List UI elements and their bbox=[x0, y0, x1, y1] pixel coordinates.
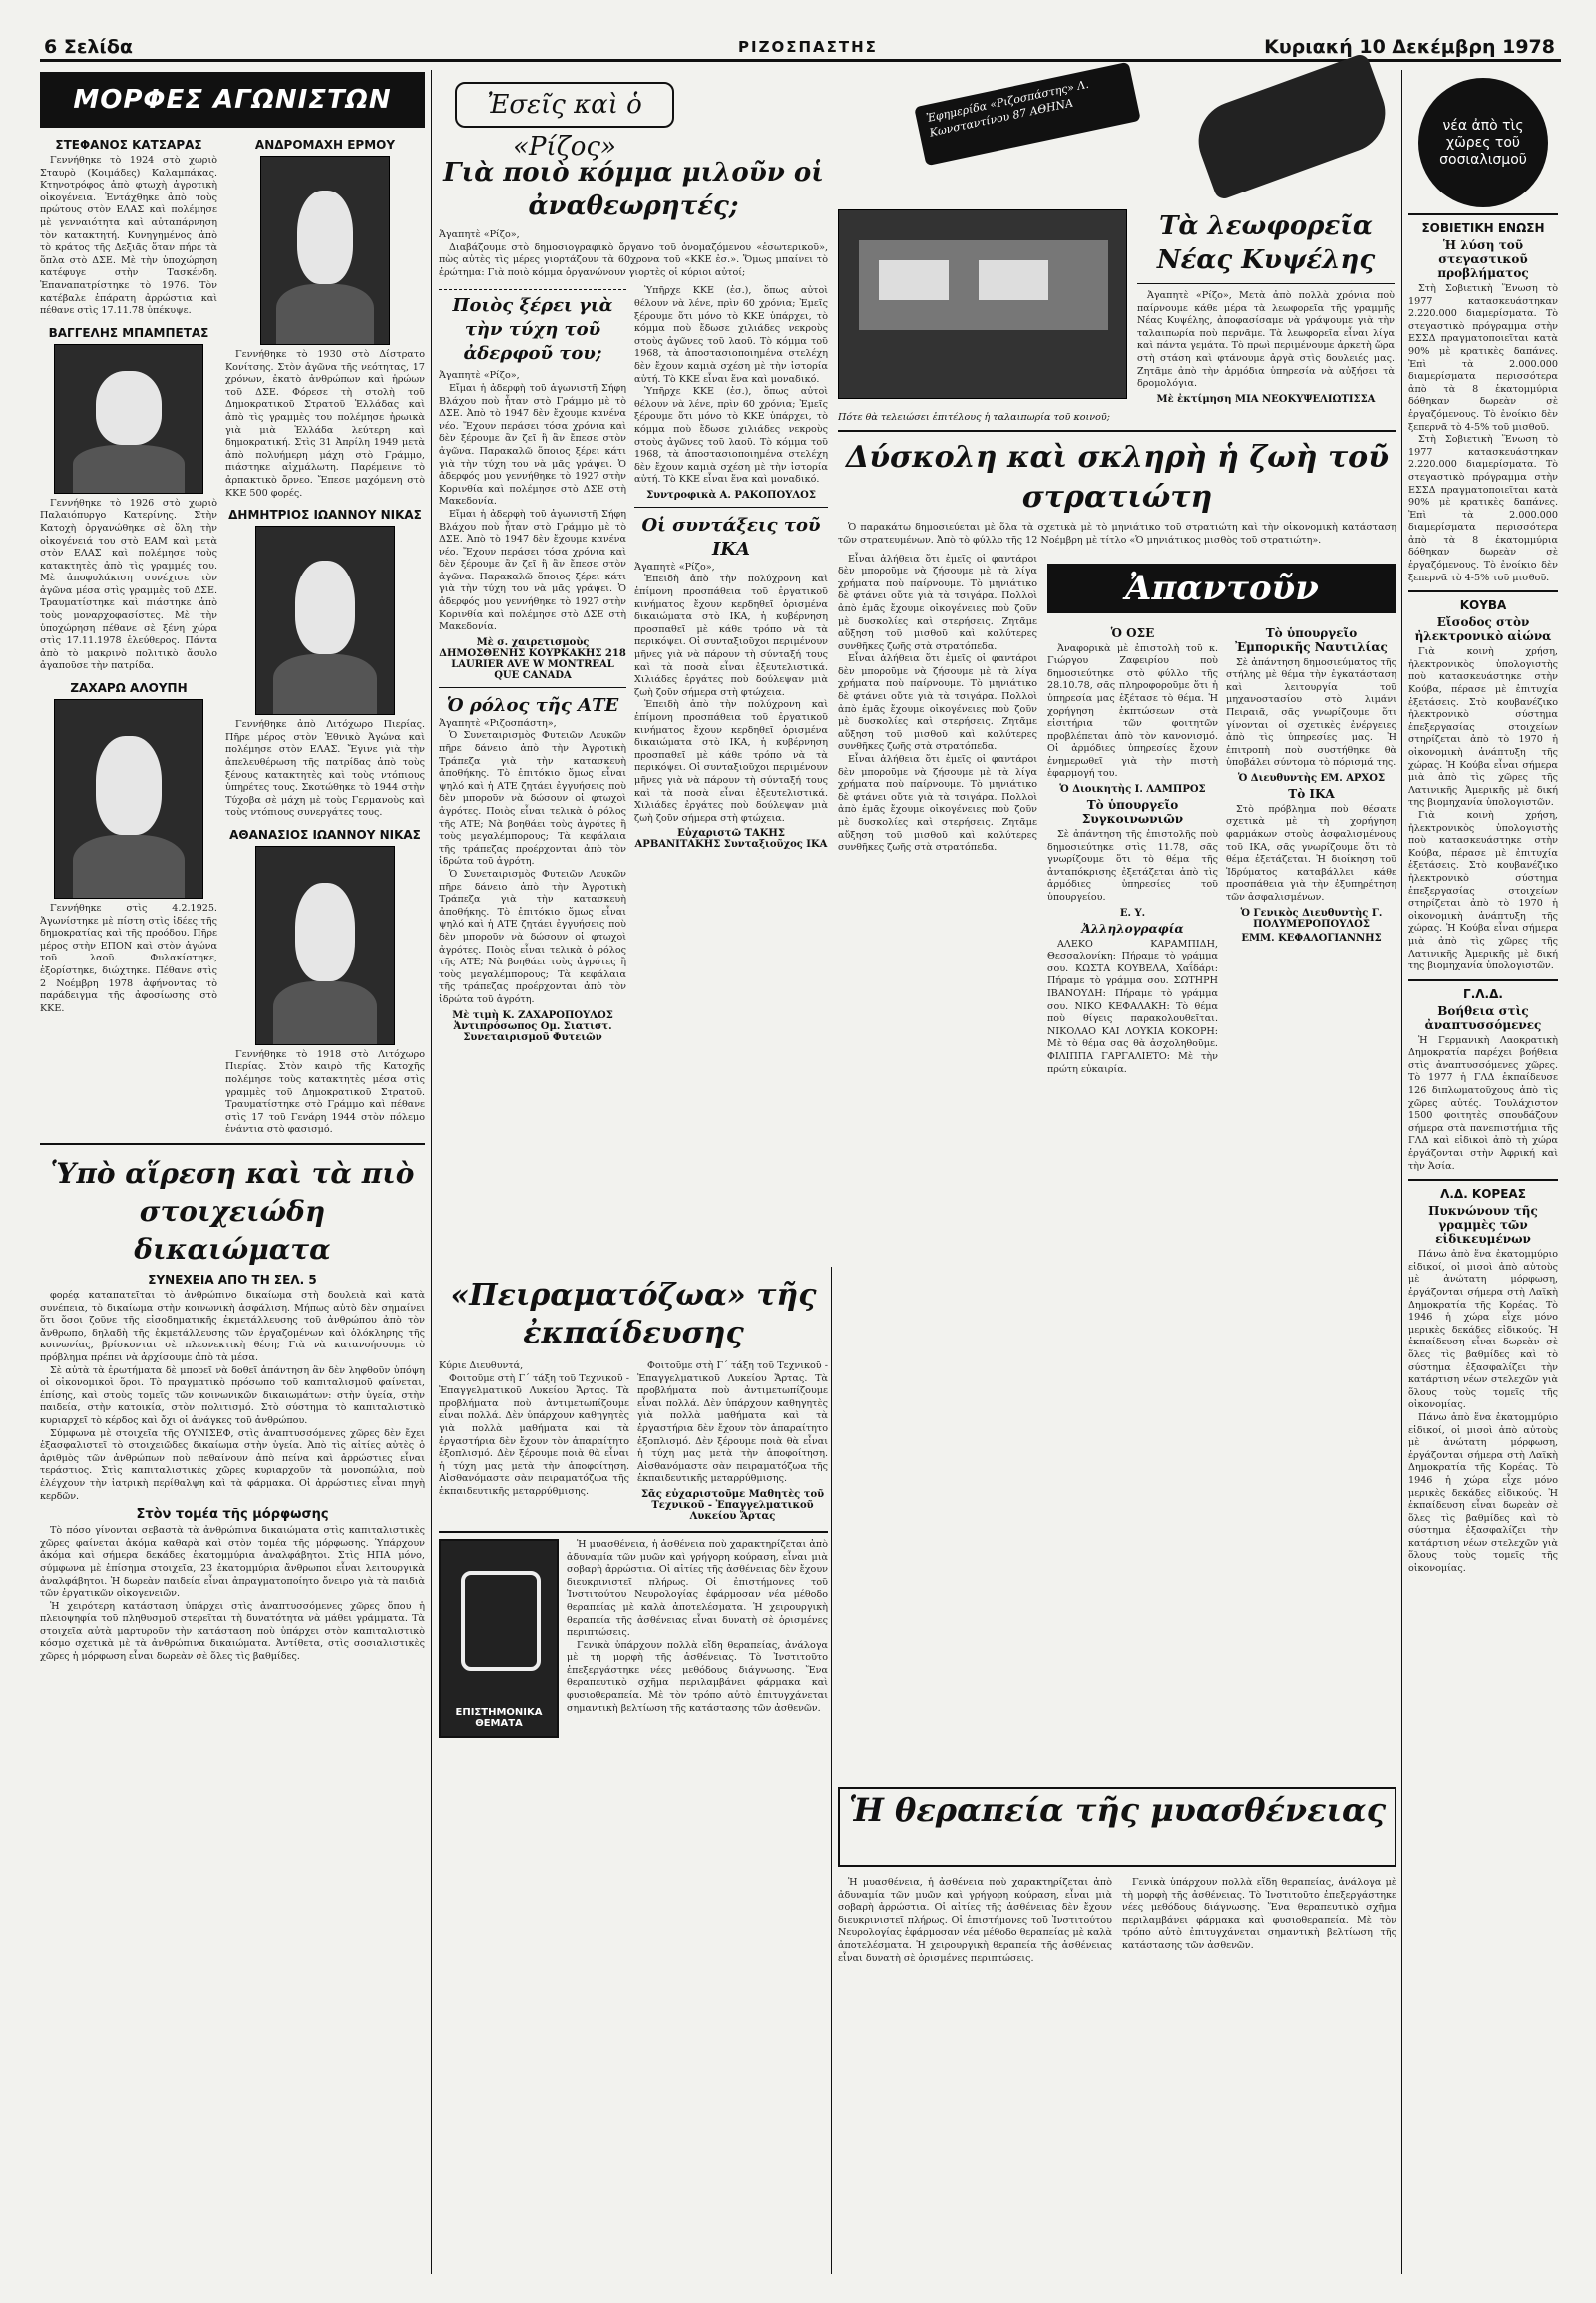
portrait-photo bbox=[255, 526, 395, 715]
answer-signature: Ε. Υ. bbox=[1119, 907, 1146, 919]
article-paragraph: Ἡ μυασθένεια, ἡ ἀσθένεια ποὺ χαρακτηρίζεται ἀπὸ ἀδυναμία τῶν μυῶν καὶ γρήγορη κούραση, εἶναι μιὰ σοβαρὴ ἀρρώστια. Οἱ αἰτίες τῆς ἀσθένειας δὲν ἔχουν διευκρινιστεῖ πλήρως. Οἱ ἐπιστήμονες τοῦ Ἰνστιτούτου Νευρολογίας ἐφάρμοσαν νέα μέθοδο θεραπείας μὲ καλὰ ἀποτελέσματα. Ἡ χειρουργικὴ θεραπεία τῆς ἀσθένειας εἶναι δυνατὴ σὲ ὁρισμένες περιπτώσεις. bbox=[838, 1877, 1112, 1964]
portrait-photo bbox=[54, 699, 203, 899]
letter-signature: Μὲ τιμὴ Κ. ΖΑΧΑΡΟΠΟΥΛΟΣ Ἀντιπρόσωπος Ομ. Σιατιστ. Συνεταιρισμοῦ Φυτειῶν bbox=[452, 1009, 613, 1043]
article-paragraph: Ἡ μυασθένεια, ἡ ἀσθένεια ποὺ χαρακτηρίζεται ἀπὸ ἀδυναμία τῶν μυῶν καὶ γρήγορη κούραση, εἶναι μιὰ σοβαρὴ ἀρρώστια. Οἱ αἰτίες τῆς ἀσθένειας δὲν ἔχουν διευκρινιστεῖ πλήρως. Οἱ ἐπιστήμονες τοῦ Ἰνστιτούτου Νευρολογίας ἐφάρμοσαν νέα μέθοδο θεραπείας μὲ καλὰ ἀποτελέσματα. Ἡ χειρουργικὴ θεραπεία τῆς ἀσθένειας εἶναι δυνατὴ σὲ ὁρισμένες περιπτώσεις. bbox=[567, 1538, 828, 1639]
answer-signature: Ὁ Γενικὸς Διευθυντὴς Γ. ΠΟΛΥΜΕΡΟΠΟΥΛΟΣ bbox=[1240, 907, 1383, 930]
column-rule bbox=[431, 70, 432, 2274]
person-name: ΑΝΔΡΟΜΑΧΗ ΕΡΜΟΥ bbox=[254, 138, 396, 152]
education-article bbox=[439, 1269, 828, 2266]
science-label: ΕΠΙΣΤΗΜΟΝΙΚΑ ΘΕΜΑΤΑ bbox=[455, 1706, 543, 1728]
answer-text: Ἀναφορικὰ μὲ ἐπιστολὴ τοῦ κ. Γιώργου Ζαφειρίου ποὺ δημοσιεύτηκε στὸ φύλλο τῆς 28.10.78, σᾶς πληροφοροῦμε ὅτι ἡ ὑπηρεσία μας ἐξέτασε τὸ θέμα. Ἡ χορήγηση ἐκπτώσεων στὰ εἰσιτήρια τῶν φοιτητῶν προβλέπεται ἀπὸ τὸν κανονισμό. Οἱ ἁρμόδιες ὑπηρεσίες ἔχουν ἐνημερωθεῖ γιὰ τὴν πιστὴ ἐφαρμογή του. bbox=[1047, 642, 1218, 780]
news-title: Βοήθεια στὶς ἀναπτυσσόμενες bbox=[1424, 1003, 1542, 1032]
person-name: ΣΤΕΦΑΝΟΣ ΚΑΤΣΑΡΑΣ bbox=[55, 138, 202, 152]
page-header bbox=[40, 32, 1561, 62]
person-name: ΑΘΑΝΑΣΙΟΣ ΙΩΑΝΝΟΥ ΝΙΚΑΣ bbox=[229, 827, 421, 842]
article-headline: «Πειραματόζωα» τῆς ἐκπαίδευσης bbox=[450, 1278, 817, 1350]
responder-title: Τὸ ΙΚΑ bbox=[1288, 786, 1335, 801]
obituary-text: Γεννήθηκε τὸ 1926 στὸ χωριὸ Παλαιόπυργο Κατερίνης. Στὴν Κατοχὴ ὀργανώθηκε σὲ ὅλη τὴν οἰκογένειά του στὸ ΕΑΜ καὶ μετὰ στὸν ΕΛΑΣ καὶ πολέμησε τοὺς κατακτητὲς ἀπὸ τὶς γραμμές του. Μὲ ἀποφυλάκιση συνέχισε τὸν ἀγῶνα μέσα στὶς γραμμὲς τοῦ ΔΣΕ. Τραυματίστηκε καὶ πιάστηκε ἀπὸ τοὺς μοναρχοφασίστες. Μὲ τὴν ὑποχώρηση πέθανε σὲ ξένη χώρα στὶς 17.11.1978 ἐλεύθερος. Πάντα ἀπὸ τὸ μακρινὸ πολιτικὸ ἄσυλο ἀγαποῦσε τὴν πατρίδα. bbox=[40, 497, 217, 672]
news-text: Στὴ Σοβιετικὴ Ἕνωση τὸ 1977 κατασκευάστηκαν 2.220.000 διαμερίσματα. Τὸ στεγαστικὸ πρόγραμμα στὴν ΕΣΣΔ πραγματοποιεῖται κατὰ 90% μὲ κρατικὲς δαπάνες. Ἐπὶ τὰ 2.000.000 διαμερίσματα περισσότερα ἀπὸ τὰ 8 ἑκατομμύρια δόθηκαν δωρεὰν σὲ ἐργαζόμενους. Τὸ ἐνοίκιο δὲν ξεπερνᾶ τὸ 4-5% τοῦ μισθοῦ. bbox=[1408, 283, 1558, 433]
responder-title: Ὁ ΟΣΕ bbox=[1110, 625, 1155, 640]
divider bbox=[838, 430, 1396, 432]
letter-text: Ὁ Συνεταιρισμὸς Φυτειῶν Λευκῶν πῆρε δάνειο ἀπὸ τὴν Ἀγροτικὴ Τράπεζα γιὰ τὴν κατασκευὴ ἀποθήκης. Τὸ ἐπιτόκιο ὅμως εἶναι ψηλό καὶ ἡ ΑΤΕ ζητάει ἐγγυήσεις ποὺ δὲν μποροῦν νὰ δώσουν οἱ φτωχοὶ ἀγρότες. Ποιὸς εἶναι τελικὰ ὁ ρόλος τῆς ΑΤΕ; Νὰ βοηθάει τοὺς ἀγρότες ἢ τοὺς μεγαλέμπορους; Τὰ κεφάλαια τῆς τράπεζας προέρχονται ἀπὸ τὸν ἱδρώτα τοῦ ἀγρότη. bbox=[439, 868, 626, 1005]
letter-greeting: Ἀγαπητὲ «Ρίζο», bbox=[439, 370, 520, 382]
person-name: ΖΑΧΑΡΩ ΑΛΟΥΠΗ bbox=[70, 681, 188, 696]
divider bbox=[1408, 213, 1558, 215]
answers-banner: Ἀπαντοῦν bbox=[1047, 564, 1396, 613]
column-3 bbox=[838, 209, 1396, 1267]
socialism-news-badge: νέα ἀπὸ τὶς χῶρες τοῦ σοσιαλισμοῦ bbox=[1418, 78, 1548, 207]
letter-signature: Εὐχαριστῶ ΤΑΚΗΣ ΑΡΒΑΝΙΤΑΚΗΣ Συνταξιοῦχος ΙΚΑ bbox=[634, 828, 828, 851]
column-1 bbox=[40, 72, 425, 2276]
portrait-photo bbox=[260, 156, 390, 345]
obituary-text: Γεννήθηκε τὸ 1930 στὸ Δίστρατο Κονίτσης. Στὸν ἀγῶνα τῆς νεότητας, 17 χρόνων, ἐκατὸ ἀνθρώπων καὶ ἡρώων τοῦ ΔΣΕ. Φόρεσε τὴ στολὴ τοῦ Δημοκρατικοῦ Στρατοῦ Ἑλλάδας καὶ ἀπὸ τὶς γραμμὲς του πολέμησε ἡρωικὰ γιὰ μιὰ Ἑλλάδα λεύτερη καὶ δημοκρατική. Στὶς 31 Ἀπρίλη 1949 μετὰ ἀπὸ πολυήμερη μάχη στὸ Γράμμο, πιάστηκε αἰχμάλωτη. Παρέμεινε τὸ ἀρπακτικὸ ὄρνεο. Ἔπεσε μαχόμενη στὸ ΚΚΕ 500 φορές. bbox=[225, 349, 425, 499]
person-name: ΔΗΜΗΤΡΙΟΣ ΙΩΑΝΝΟΥ ΝΙΚΑΣ bbox=[228, 508, 422, 523]
science-logo-box bbox=[439, 1539, 559, 1738]
news-text: Γιὰ κοινὴ χρήση, ἠλεκτρονικὸς ὑπολογιστὴς ποὺ κατασκευάστηκε στὴν Κούβα, πέρασε μὲ ἐπιτυχία ἐξετάσεις. Στὸ κουβανέζικο ἠλεκτρονικὸ σύστημα ἐπεξεργασίας στοιχείων στηρίζεται ἀπὸ τὸ 1970 ἡ οἰκονομικὴ ἀνάπτυξη τῆς χώρας. Ἡ Κούβα εἶναι σήμερα μιὰ ἀπὸ τὶς χῶρες τῆς Λατινικῆς Ἀμερικῆς μὲ δική της βιομηχανία ὑπολογιστῶν. bbox=[1408, 646, 1558, 809]
article-intro: Ὁ παρακάτω δημοσιεύεται μὲ ὅλα τὰ σχετικὰ μὲ τὸ μηνιάτικο τοῦ στρατιώτη καὶ τὴν οἰκονομικὴ κατάσταση τῶν στρατευμένων. Ἀπὸ τὸ φύλλο τῆς 12 Νοέμβρη μὲ τίτλο «Ὁ μηνιάτικος μισθὸς τοῦ στρατιώτη». bbox=[838, 522, 1396, 546]
mail-text: ΑΛΕΚΟ ΚΑΡΑΜΠΙΔΗ, Θεσσαλονίκη: Πήραμε τὸ γράμμα σου. ΚΩΣΤΑ ΚΟΥΒΕΛΑ, Χαΐδάρι: Πήραμε τὸ γράμμα σου. ΣΩΤΗΡΗ ΙΒΑΝΟΥΔΗ: Πήραμε τὸ γράμμα σου. ΝΙΚΟ ΚΕΦΑΛΑΚΗ: Τὸ θέμα ποὺ θίγεις παρακολουθεῖται. ΝΙΚΟΛΑΟ ΚΑΙ ΛΟΥΚΙΑ ΚΟΚΟΡΗ: Μὲ τὸ θέμα σας θὰ ἀσχοληθοῦμε. ΦΙΛΙΠΠΑ ΓΑΡΓΑΛΙΕΤΟ: Μὲ τὴν πρώτη εὐκαιρία. bbox=[1047, 938, 1218, 1075]
letter-greeting: Κύριε Διευθυντά, bbox=[439, 1360, 524, 1371]
news-title: Εἴσοδος στὸν ἠλεκτρονικὸ αἰώνα bbox=[1414, 615, 1552, 644]
answer-text: Στὸ πρόβλημα ποὺ θέσατε σχετικὰ μὲ τὴ χορήγηση φαρμάκων στοὺς ἀσφαλισμένους τοῦ ΙΚΑ, σᾶς γνωρίζουμε ὅτι τὸ θέμα ἐξετάζεται. Ἡ διοίκηση τοῦ Ἱδρύματος καταβάλλει κάθε προσπάθεια γιὰ τὴν ἐξυπηρέτηση τῶν ἀσφαλισμένων. bbox=[1226, 803, 1396, 904]
article-paragraph: Γενικὰ ὑπάρχουν πολλὰ εἴδη θεραπείας, ἀνάλογα μὲ τὴ μορφὴ τῆς ἀσθένειας. Τὸ Ἰνστιτοῦτο ἐπεξεργάστηκε νέες μεθόδους διάγνωσης. Ἕνα θεραπευτικὸ σχῆμα περιλαμβάνει φάρμακα καὶ φυσιοθεραπεία. Μὲ τὸν τρόπο αὐτὸ ἐπιτυγχάνεται σημαντικὴ βελτίωση τῆς κατάστασης τῶν ἀσθενῶν. bbox=[1122, 1877, 1396, 1951]
obituary-text: Γεννήθηκε τὸ 1924 στὸ χωριὸ Σταυρὸ (Κοιμάδες) Καλαμπάκας. Κτηνοτρόφος ἀπὸ φτωχὴ ἀγροτικὴ οἰκογένεια. Ἐντάχθηκε ἀπὸ τοὺς πρώτους στὸν ΕΛΑΣ καὶ πολέμησε μὲ γενναιότητα καὶ αὐταπάρνηση τὸν κατακτητή. Κυνηγημένος ἀπὸ τὸ κράτος τῆς Δεξιᾶς ὅταν πήρε τὰ ὅπλα στὸ ΔΣΕ. Μὲ τὴν ὑποχώρηση κατέφυγε στὴν Τασκένδη. Ἐπαναπατρίστηκε τὸ 1976. Τὸν κατέβαλε ἐπάρατη ἀρρώστια καὶ πέθανε στὶς 17.11.78 ὑπέκυψε. bbox=[40, 155, 217, 317]
letter-greeting: Ἀγαπητὲ «Ριζοσπάστη», bbox=[439, 717, 557, 729]
decorative-bird-illustration bbox=[1187, 52, 1396, 201]
answer-signature: Ὁ Διευθυντὴς ΕΜ. ΑΡΧΟΣ bbox=[1237, 772, 1386, 784]
flask-icon bbox=[461, 1571, 541, 1671]
letter-text: Ὑπῆρχε ΚΚΕ (ἐσ.), ὅπως αὐτοὶ θέλουν νὰ λένε, πρὶν 60 χρόνια; Ἐμεῖς ξέρουμε ὅτι μόνο τὸ ΚΚΕ ὑπάρχει, τὸ κόμμα ποὺ ἔδωσε χιλιάδες νεκροὺς στοὺς ἀγῶνες τοῦ λαοῦ. Τὸ κόμμα τοῦ 1968, τὰ ἀποστασιοποιημένα στελέχη δὲν ἔχουν καμιὰ σχέση μὲ τὴν ἱστορία αὐτή. Τὸ ΚΚΕ εἶναι ἕνα καὶ μοναδικό. bbox=[634, 285, 828, 385]
answer-signature: ΕΜΜ. ΚΕΦΑΛΟΓΙΑΝΝΗΣ bbox=[1241, 932, 1382, 944]
obituary-text: Γεννήθηκε τὸ 1918 στὸ Λιτόχωρο Πιερίας. Στὸν καιρὸ τῆς Κατοχῆς πολέμησε τοὺς κατακτητὲς μέσα στὶς γραμμὲς τοῦ Δημοκρατικοῦ Στρατοῦ. Τραυματίστηκε στὸ Γράμμο καὶ πέθανε στὶς 17 τοῦ Γενάρη 1944 στὸν πόλεμο ἐνάντια στὸ φασισμό. bbox=[225, 1048, 425, 1136]
address-sticker: Ἐφημερίδα «Ριζοσπάστης» Λ. Κωνσταντίνου 87 ΑΘΗΝΑ bbox=[914, 62, 1141, 166]
article-paragraph: Σύμφωνα μὲ στοιχεῖα τῆς ΟΥΝΙΣΕΦ, στὶς ἀναπτυσσόμενες χῶρες δὲν ἔχει ἐξασφαλιστεῖ τὸ στοιχειῶδες δικαίωμα στὴν ὑγεία. Ἀπὸ τὶς αἰτίες αὐτὲς ὁ ἀριθμὸς τῶν ἀνθρώπων ποὺ πεθαίνουν ἀπὸ πείνα καὶ ἀρρώστιες εἶναι τεράστιος. Στὶς καπιταλιστικὲς χῶρες κυριαρχοῦν τὰ μονοπώλια, ποὺ ἐλέγχουν τὴν ἰατρικὴ περίθαλψη καὶ τὰ φάρμακα. Οἱ ἀρρώστιες εἶναι πηγὴ κερδῶν. bbox=[40, 1427, 425, 1502]
letter-text: Εἶναι ἀλήθεια ὅτι ἐμεῖς οἱ φαντάροι δὲν μποροῦμε νὰ ζήσουμε μὲ τὰ λίγα χρήματα ποὺ παίρνουμε. Τὸ μηνιάτικο δὲ φτάνει οὔτε γιὰ τὰ τσιγάρα. Πολλοὶ ἀπὸ ἐμᾶς ἔχουμε οἰκογένειες ποὺ ζοῦν μὲ δυσκολίες καὶ στερήσεις. Ζητᾶμε αὔξηση τοῦ μισθοῦ καὶ καλύτερες συνθῆκες ζωῆς στὰ στρατόπεδα. bbox=[838, 754, 1037, 854]
person-name: ΒΑΓΓΕΛΗΣ ΜΠΑΜΠΕΤΑΣ bbox=[48, 325, 209, 340]
page-number: 6 Σελίδα bbox=[44, 36, 133, 58]
letter-greeting: Ἀγαπητὲ «Ρίζο», bbox=[634, 561, 715, 573]
myasthenia-article bbox=[838, 1269, 1396, 2266]
letter-text: Ἐπειδὴ ἀπὸ τὴν πολύχρονη καὶ ἐπίμονη προσπάθεια τοῦ ἐργατικοῦ κινήματος ἔχουν κερδηθεῖ ὁρισμένα δικαιώματα στὸ ΙΚΑ, ἡ κυβέρνηση προσπαθεῖ μὲ κάθε τρόπο νὰ τὰ περικόψει. Οἱ συνταξιοῦχοι περιμένουν μῆνες γιὰ νὰ πάρουν τὴ σύνταξή τους καὶ τὰ ποσὰ εἶναι ἐξευτελιστικά. Χιλιάδες ἐργάτες ποὺ δούλεψαν μιὰ ζωὴ ζοῦν σήμερα στὴ φτώχεια. bbox=[634, 699, 828, 824]
article-headline: Τὰ λεωφορεῖα Νέας Κυψέλης bbox=[1156, 211, 1376, 275]
news-text: Γιὰ κοινὴ χρήση, ἠλεκτρονικὸς ὑπολογιστὴς ποὺ κατασκευάστηκε στὴν Κούβα, πέρασε μὲ ἐπιτυχία ἐξετάσεις. Στὸ κουβανέζικο ἠλεκτρονικὸ σύστημα ἐπεξεργασίας στοιχείων στηρίζεται ἀπὸ τὸ 1970 ἡ οἰκονομικὴ ἀνάπτυξη τῆς χώρας. Ἡ Κούβα εἶναι σήμερα μιὰ ἀπὸ τὶς χῶρες τῆς Λατινικῆς Ἀμερικῆς μὲ δική της βιομηχανία ὑπολογιστῶν. bbox=[1408, 809, 1558, 972]
letter-text: Φοιτοῦμε στὴ Γ΄ τάξη τοῦ Τεχνικοῦ - Ἐπαγγελματικοῦ Λυκείου Ἄρτας. Τὰ προβλήματα ποὺ ἀντιμετωπίζουμε εἶναι πολλά. Δὲν ὑπάρχουν καθηγητὲς γιὰ πολλὰ μαθήματα καὶ τὰ ἐργαστήρια δὲν ἔχουν τὸν ἀπαραίτητο ἐξοπλισμό. Δὲν ξέρουμε ποιὰ θὰ εἶναι ἡ τύχη μας μετὰ τὴν ἀποφοίτηση. Αἰσθανόμαστε σὰν πειραματόζωα τῆς ἐκπαιδευτικῆς μεταρρύθμισης. bbox=[439, 1372, 629, 1497]
responder-title: Τὸ ὑπουργεῖο Συγκοινωνιῶν bbox=[1081, 798, 1184, 827]
section-banner: ΜΟΡΦΕΣ ΑΓΩΝΙΣΤΩΝ bbox=[40, 72, 425, 128]
letter-headline: Ποιὸς ξέρει γιὰ τὴν τύχη τοῦ ἀδερφοῦ του; bbox=[452, 295, 613, 365]
article-paragraph: Σὲ αὐτὰ τὰ ἐρωτήματα δὲ μπορεῖ νὰ δοθεῖ ἀπάντηση ἂν δὲν ληφθοῦν ὑπόψη οἱ οἰκονομικοὶ ὅροι. Τὸ πραγματικὸ πρόσωπο τοῦ καπιταλισμοῦ φαίνεται, ἐπίσης, καὶ στοὺς τομεῖς τῶν κοινωνικῶν δικαιωμάτων: στὴν ὑγεία, στὴν παιδεία, στὴν κατοικία, στὸν πολιτισμό. Στὸ σύστημα τὸ καπιταλιστικὸ κυριαρχεῖ τὸ κέρδος καὶ ὄχι οἱ ἀνάγκες τοῦ ἀνθρώπου. bbox=[40, 1364, 425, 1426]
news-title: Πυκνώνουν τῆς γραμμὲς τῶν εἰδικευμένων bbox=[1428, 1204, 1538, 1247]
news-title: Ἡ λύση τοῦ στεγαστικοῦ προβλήματος bbox=[1437, 238, 1529, 280]
letter-text: Φοιτοῦμε στὴ Γ΄ τάξη τοῦ Τεχνικοῦ - Ἐπαγγελματικοῦ Λυκείου Ἄρτας. Τὰ προβλήματα ποὺ ἀντιμετωπίζουμε εἶναι πολλά. Δὲν ὑπάρχουν καθηγητὲς γιὰ πολλὰ μαθήματα καὶ τὰ ἐργαστήρια δὲν ἔχουν τὸν ἀπαραίτητο ἐξοπλισμό. Δὲν ξέρουμε ποιὰ θὰ εἶναι ἡ τύχη μας μετὰ τὴν ἀποφοίτηση. Αἰσθανόμαστε σὰν πειραματόζωα τῆς ἐκπαιδευτικῆς μεταρρύθμισης. bbox=[637, 1360, 828, 1485]
divider bbox=[1408, 1179, 1558, 1181]
letter-headline: Γιὰ ποιὸ κόμμα μιλοῦν οἱ ἀναθεωρητές; bbox=[443, 158, 824, 221]
mail-heading: Ἀλληλογραφία bbox=[1081, 921, 1184, 936]
article-subheading: Στὸν τομέα τῆς μόρφωσης bbox=[136, 1507, 329, 1523]
article-paragraph: Ἡ χειρότερη κατάσταση ὑπάρχει στὶς ἀναπτυσσόμενες χῶρες ὅπου ἡ πλειοψηφία τοῦ πληθυσμοῦ στερεῖται τὴ δυνατότητα νὰ μάθει γράμματα. Τὰ στοιχεῖα αὐτὰ μαρτυροῦν τὴν κατάσταση ποὺ ὑπάρχει στὸν καπιταλιστικὸ κόσμο σχετικὰ μὲ τὰ ἀνθρώπινα δικαιώματα. Ἀντίθετα, στὶς σοσιαλιστικὲς χῶρες ἡ μόρφωση εἶναι δωρεὰν σὲ ὅλες τὶς βαθμίδες. bbox=[40, 1600, 425, 1663]
letter-text: Ὑπῆρχε ΚΚΕ (ἐσ.), ὅπως αὐτοὶ θέλουν νὰ λένε, πρὶν 60 χρόνια; Ἐμεῖς ξέρουμε ὅτι μόνο τὸ ΚΚΕ ὑπάρχει, τὸ κόμμα ποὺ ἔδωσε χιλιάδες νεκροὺς στοὺς ἀγῶνες τοῦ λαοῦ. Τὸ κόμμα τοῦ 1968, τὰ ἀποστασιοποιημένα στελέχη δὲν ἔχουν καμιὰ σχέση μὲ τὴν ἱστορία αὐτή. Τὸ ΚΚΕ εἶναι ἕνα καὶ μοναδικό. bbox=[634, 386, 828, 486]
letter-text: Εἴμαι ἡ ἀδερφὴ τοῦ ἀγωνιστῆ Σήφη Βλάχου ποὺ ἦταν στὸ Γράμμο μὲ τὸ ΔΣΕ. Ἀπὸ τὸ 1947 δὲν ἔχουμε κανένα νέο. Ἔχουν περάσει τόσα χρόνια καὶ δὲν ξέρουμε ἂν ζεῖ ἢ ἂν ἔπεσε στὸν ἀγῶνα. Παρακαλῶ ὅποιος ξέρει κάτι γιὰ τὴν τύχη του νὰ μᾶς γράψει. Ὁ ἀδερφός μου γεννήθηκε τὸ 1927 στὴν Κορινθία καὶ πολέμησε στὸ ΔΣΕ στὴ Μακεδονία. bbox=[439, 382, 626, 508]
issue-date: Κυριακή 10 Δεκέμβρη 1978 bbox=[1264, 36, 1555, 58]
masthead: ΡΙΖΟΣΠΑΣΤΗΣ bbox=[738, 38, 878, 56]
portrait-photo bbox=[54, 344, 203, 494]
letter-text: Ἐπειδὴ ἀπὸ τὴν πολύχρονη καὶ ἐπίμονη προσπάθεια τοῦ ἐργατικοῦ κινήματος ἔχουν κερδηθεῖ ὁρισμένα δικαιώματα στὸ ΙΚΑ, ἡ κυβέρνηση προσπαθεῖ μὲ κάθε τρόπο νὰ τὰ περικόψει. Οἱ συνταξιοῦχοι περιμένουν μῆνες γιὰ νὰ πάρουν τὴ σύνταξή τους καὶ τὰ ποσὰ εἶναι ἐξευτελιστικά. Χιλιάδες ἐργάτες ποὺ δούλεψαν μιὰ ζωὴ ζοῦν σήμερα στὴ φτώχεια. bbox=[634, 574, 828, 698]
news-text: Στὴ Σοβιετικὴ Ἕνωση τὸ 1977 κατασκευάστηκαν 2.220.000 διαμερίσματα. Τὸ στεγαστικὸ πρόγραμμα στὴν ΕΣΣΔ πραγματοποιεῖται κατὰ 90% μὲ κρατικὲς δαπάνες. Ἐπὶ τὰ 2.000.000 διαμερίσματα περισσότερα ἀπὸ τὰ 8 ἑκατομμύρια δόθηκαν δωρεὰν σὲ ἐργαζόμενους. Τὸ ἐνοίκιο δὲν ξεπερνᾶ τὸ 4-5% τοῦ μισθοῦ. bbox=[1408, 434, 1558, 583]
answer-signature: Ὁ Διοικητὴς Ι. ΛΑΜΠΡΟΣ bbox=[1059, 784, 1206, 796]
letter-text: Διαβάζουμε στὸ δημοσιογραφικὸ ὄργανο τοῦ ὀνομαζόμενου «ἐσωτερικοῦ», πὼς αὐτὲς τὶς μέρες γιορτάζουν τὰ 60χρονα τοῦ «ΚΚΕ ἐσ.». Ὅμως μπαίνει τὸ ἐρώτημα: Γιὰ ποιὸ κόμμα ὀργανώνουν γιορτὲς οἱ κύριοι αὐτοί; bbox=[439, 241, 828, 278]
letter-headline: Οἱ συντάξεις τοῦ ΙΚΑ bbox=[641, 514, 821, 560]
article-headline: Ὑπὸ αἵρεση καὶ τὰ πιὸ στοιχειώδη δικαιώματα bbox=[50, 1157, 415, 1267]
article-headline: Δύσκολη καὶ σκληρὴ ἡ ζωὴ τοῦ στρατιώτη bbox=[845, 440, 1390, 516]
obituary-text: Γεννήθηκε στὶς 4.2.1925. Ἀγωνίστηκε μὲ πίστη στὶς ἰδέες τῆς δημοκρατίας καὶ τῆς προόδου. Πῆρε μέρος στὴν ΕΠΟΝ καὶ στὸν ἀγώνα τοῦ λαοῦ. Φυλακίστηκε, ἐξορίστηκε, διώχτηκε. Πέθανε στὶς 2 Νοέμβρη 1978 ἀφήνοντας τὸ παράδειγμα τῆς ἀφοσίωσης στὸ ΚΚΕ. bbox=[40, 903, 217, 1014]
column-2 bbox=[439, 72, 828, 1259]
answer-text: Σὲ ἀπάντηση δημοσιεύματος τῆς στήλης μὲ θέμα τὴν ἐγκατάσταση καὶ λειτουργία τοῦ μηχανοστασίου στὸ λιμάνι Πειραιᾶ, σᾶς γνωρίζουμε ὅτι γίνονται οἱ σχετικὲς ἐνέργειες ἀπὸ τὶς ὑπηρεσίες μας. Ἡ ἐπιτροπὴ ποὺ συστήθηκε θὰ ὑποβάλει σύντομα τὸ πόρισμά της. bbox=[1226, 656, 1396, 769]
continuation-note: ΣΥΝΕΧΕΙΑ ΑΠΟ ΤΗ ΣΕΛ. 5 bbox=[148, 1273, 317, 1288]
letter-text: Εἴμαι ἡ ἀδερφὴ τοῦ ἀγωνιστῆ Σήφη Βλάχου ποὺ ἦταν στὸ Γράμμο μὲ τὸ ΔΣΕ. Ἀπὸ τὸ 1947 δὲν ἔχουμε κανένα νέο. Ἔχουν περάσει τόσα χρόνια καὶ δὲν ξέρουμε ἂν ζεῖ ἢ ἂν ἔπεσε στὸν ἀγῶνα. Παρακαλῶ ὅποιος ξέρει κάτι γιὰ τὴν τύχη του νὰ μᾶς γράψει. Ὁ ἀδερφός μου γεννήθηκε τὸ 1927 στὴν Κορινθία καὶ πολέμησε στὸ ΔΣΕ στὴ Μακεδονία. bbox=[439, 508, 626, 633]
letter-signature: Σᾶς εὐχαριστοῦμε Μαθητὲς τοῦ Τεχνικοῦ - Ἐπαγγελματικοῦ Λυκείου Ἄρτας bbox=[640, 1488, 825, 1522]
letter-text: Εἶναι ἀλήθεια ὅτι ἐμεῖς οἱ φαντάροι δὲν μποροῦμε νὰ ζήσουμε μὲ τὰ λίγα χρήματα ποὺ παίρνουμε. Τὸ μηνιάτικο δὲ φτάνει οὔτε γιὰ τὰ τσιγάρα. Πολλοὶ ἀπὸ ἐμᾶς ἔχουμε οἰκογένειες ποὺ ζοῦν μὲ δυσκολίες καὶ στερήσεις. Ζητᾶμε αὔξηση τοῦ μισθοῦ καὶ καλύτερες συνθῆκες ζωῆς στὰ στρατόπεδα. bbox=[838, 653, 1037, 753]
news-text: Πάνω ἀπὸ ἕνα ἑκατομμύριο εἰδικοί, οἱ μισοὶ ἀπὸ αὐτοὺς μὲ ἀνώτατη μόρφωση, ἐργάζονται σήμερα στὴ Λαϊκὴ Δημοκρατία τῆς Κορέας. Τὸ 1946 ἡ χώρα εἶχε μόνο μερικὲς δεκάδες εἰδικούς. Ἡ ἐκπαίδευση εἶναι δωρεὰν σὲ ὅλες τὶς βαθμίδες καὶ τὸ σύστημα ἐξασφαλίζει τὴν κατάρτιση νέων στελεχῶν γιὰ ὅλους τοὺς τομεῖς τῆς οἰκονομίας. bbox=[1408, 1411, 1558, 1575]
news-text: Πάνω ἀπὸ ἕνα ἑκατομμύριο εἰδικοί, οἱ μισοὶ ἀπὸ αὐτοὺς μὲ ἀνώτατη μόρφωση, ἐργάζονται σήμερα στὴ Λαϊκὴ Δημοκρατία τῆς Κορέας. Τὸ 1946 ἡ χώρα εἶχε μόνο μερικὲς δεκάδες εἰδικούς. Ἡ ἐκπαίδευση εἶναι δωρεὰν σὲ ὅλες τὶς βαθμίδες καὶ τὸ σύστημα ἐξασφαλίζει τὴν κατάρτιση νέων στελεχῶν γιὰ ὅλους τοὺς τομεῖς τῆς οἰκονομίας. bbox=[1408, 1249, 1558, 1411]
letter-text: Ὁ Συνεταιρισμὸς Φυτειῶν Λευκῶν πῆρε δάνειο ἀπὸ τὴν Ἀγροτικὴ Τράπεζα γιὰ τὴν κατασκευὴ ἀποθήκης. Τὸ ἐπιτόκιο ὅμως εἶναι ψηλό καὶ ἡ ΑΤΕ ζητάει ἐγγυήσεις ποὺ δὲν μποροῦν νὰ δώσουν οἱ φτωχοὶ ἀγρότες. Ποιὸς εἶναι τελικὰ ὁ ρόλος τῆς ΑΤΕ; Νὰ βοηθάει τοὺς ἀγρότες ἢ τοὺς μεγαλέμπορους; Τὰ κεφάλαια τῆς τράπεζας προέρχονται ἀπὸ τὸν ἱδρώτα τοῦ ἀγρότη. bbox=[439, 730, 626, 868]
portrait-photo bbox=[255, 846, 395, 1045]
bus-photo bbox=[838, 209, 1127, 399]
letter-text: Ἀγαπητὲ «Ρίζο», Μετὰ ἀπὸ πολλὰ χρόνια ποὺ παίρνουμε κάθε μέρα τὰ λεωφορεῖα τῆς γραμμῆς Νέας Κυψέλης, ἀποφασίσαμε νὰ γράψουμε γιὰ τὴν ταλαιπωρία ποὺ περνᾶμε. Τὰ λεωφορεῖα εἶναι λίγα καὶ πάντα γεμάτα. Τὸ πρωὶ περιμένουμε ἀρκετὴ ὥρα στὴ στάση καὶ φτάνουμε ἀργὰ στὶς δουλειές μας. Ζητᾶμε ἀπὸ τὴν ἁρμόδια ὑπηρεσία νὰ αὐξήσει τὰ δρομολόγια. bbox=[1137, 290, 1395, 390]
divider bbox=[1408, 590, 1558, 592]
answer-text: Σὲ ἀπάντηση τῆς ἐπιστολῆς ποὺ δημοσιεύτηκε στὶς 11.78, σᾶς γνωρίζουμε ὅτι τὸ θέμα τῆς ἀνταπόκρισης ἐξετάζεται ἀπὸ τὶς ἁρμόδιες ὑπηρεσίες τοῦ ὑπουργείου. bbox=[1047, 829, 1218, 904]
column-4 bbox=[1408, 72, 1558, 2276]
column-rule bbox=[1401, 70, 1402, 2274]
country-heading: ΚΟΥΒΑ bbox=[1459, 598, 1507, 613]
photo-caption: Πότε θὰ τελειώσει ἐπιτέλους ἡ ταλαιπωρία τοῦ κοινοῦ; bbox=[838, 411, 1110, 423]
article-paragraph: Τὸ πόσο γίνονται σεβαστὰ τὰ ἀνθρώπινα δικαιώματα στὶς καπιταλιστικὲς χῶρες φαίνεται ἀκόμα καθαρὰ καὶ στὸν τομέα τῆς μόρφωσης. Ὑπάρχουν ἀκόμα καὶ σήμερα δεκάδες ἑκατομμύρια ἀναλφάβητοι. Στὶς ΗΠΑ μόνο, σύμφωνα μὲ ἐπίσημα στοιχεῖα, 23 ἑκατομμύρια ἄνθρωποι εἶναι λειτουργικὰ ἀναλφάβητοι. Ἡ δωρεὰν παιδεία εἶναι ἀπραγματοποίητο ὄνειρο γιὰ τὰ παιδιὰ τῶν ἐργατικῶν οἰκογενειῶν. bbox=[40, 1525, 425, 1600]
article-headline: Ἡ θεραπεία τῆς μυασθένειας bbox=[838, 1787, 1396, 1867]
letter-headline: Ὁ ρόλος τῆς ΑΤΕ bbox=[446, 694, 619, 716]
column-rule bbox=[831, 1267, 832, 2274]
letter-greeting: Ἀγαπητὲ «Ρίζο», bbox=[439, 229, 520, 240]
letter-signature: Μὲ σ. χαιρετισμοὺς ΔΗΜΟΣΘΕΝΗΣ ΚΟΥΡΚΑΚΗΣ 218 LAURIER AVE W MONTREAL QUE CANADA bbox=[439, 636, 626, 681]
obituary-text: Γεννήθηκε ἀπὸ Λιτόχωρο Πιερίας. Πῆρε μέρος στὸν Ἐθνικὸ Ἀγώνα καὶ πολέμησε στὸν ΕΛΑΣ. Ἔγινε γιὰ τὴν ἀπελευθέρωση τῆς πατρίδας ἀπὸ τοὺς ξένους κατακτητὲς καὶ τοὺς ντόπιους ὑπηρέτες τους. Σκοτώθηκε τὸ 1944 στὴν Τύχοβα σὲ μάχη μὲ τοὺς Γερμανοὺς καὶ τοὺς ντόπιους συνεργάτες τους. bbox=[225, 719, 425, 819]
country-heading: ΣΟΒΙΕΤΙΚΗ ΕΝΩΣΗ bbox=[1421, 221, 1545, 235]
country-heading: Γ.Λ.Δ. bbox=[1463, 986, 1503, 1001]
article-paragraph: Γενικὰ ὑπάρχουν πολλὰ εἴδη θεραπείας, ἀνάλογα μὲ τὴ μορφὴ τῆς ἀσθένειας. Τὸ Ἰνστιτοῦτο ἐπεξεργάστηκε νέες μεθόδους διάγνωσης. Ἕνα θεραπευτικὸ σχῆμα περιλαμβάνει φάρμακα καὶ φυσιοθεραπεία. Μὲ τὸν τρόπο αὐτὸ ἐπιτυγχάνεται σημαντικὴ βελτίωση τῆς κατάστασης τῶν ἀσθενῶν. bbox=[567, 1639, 828, 1714]
news-text: Ἡ Γερμανικὴ Λαοκρατικὴ Δημοκρατία παρέχει βοήθεια στὶς ἀναπτυσσόμενες χῶρες. Τὸ 1977 ἡ ΓΛΔ ἐκπαίδευσε 126 διπλωματοῦχους ἀπὸ τὶς χῶρες αὐτές. Τουλάχιστον 1500 φοιτητὲς σπουδάζουν σήμερα στὰ πανεπιστήμια τῆς ΓΛΔ καὶ εἰδικοὶ ἀπὸ τὴ χώρα ἐργάζονται στὴν Ἀφρική καὶ τὴν Ἀσία. bbox=[1408, 1034, 1558, 1172]
divider bbox=[439, 1531, 828, 1533]
divider bbox=[1137, 283, 1395, 284]
letter-signature: Μὲ ἐκτίμηση ΜΙΑ ΝΕΟΚΥΨΕΛΙΩΤΙΣΣΑ bbox=[1156, 393, 1376, 405]
letter-signature: Συντροφικὰ Α. ΡΑΚΟΠΟΥΛΟΣ bbox=[646, 489, 816, 501]
letter-text: Εἶναι ἀλήθεια ὅτι ἐμεῖς οἱ φαντάροι δὲν μποροῦμε νὰ ζήσουμε μὲ τὰ λίγα χρήματα ποὺ παίρνουμε. Τὸ μηνιάτικο δὲ φτάνει οὔτε γιὰ τὰ τσιγάρα. Πολλοὶ ἀπὸ ἐμᾶς ἔχουμε οἰκογένειες ποὺ ζοῦν μὲ δυσκολίες καὶ στερήσεις. Ζητᾶμε αὔξηση τοῦ μισθοῦ καὶ καλύτερες συνθῆκες ζωῆς στὰ στρατόπεδα. bbox=[838, 553, 1037, 652]
divider bbox=[40, 1143, 425, 1145]
country-heading: Λ.Δ. ΚΟΡΕΑΣ bbox=[1440, 1187, 1526, 1202]
article-paragraph: φορέᾳ καταπατεῖται τὸ ἀνθρώπινο δικαίωμα στὴ δουλειὰ καὶ κατὰ συνέπεια, τὸ δικαίωμα στὴν κοινωνικὴ ἀσφάλιση. Μήπως αὐτὸ δὲν σημαίνει ὅτι ὅσοι ζοῦνε τῆς εἰσοδηματικῆς ἐκμετάλλευσης τοῦ ἀνθρώπου ἀπὸ τὸν ἄνθρωπο, δηλαδὴ τῆς ἐκμετάλλευσης τῶν ἐργαζομένων καὶ ὁλόκληρης τῆς κοινωνίας, βρίσκονται σὲ πλεονεκτικὴ θέση; Γιὰ νὰ κατανοήσουμε τὸ πρόβλημα πρέπει νὰ ἀρχίσουμε ἀπὸ τὰ μέσα. bbox=[40, 1290, 425, 1363]
letters-banner: Ἐσεῖς καὶ ὁ «Ρίζος» bbox=[455, 82, 674, 128]
divider bbox=[1408, 979, 1558, 981]
responder-title: Τὸ ὑπουργεῖο Ἐμπορικῆς Ναυτιλίας bbox=[1235, 625, 1388, 654]
